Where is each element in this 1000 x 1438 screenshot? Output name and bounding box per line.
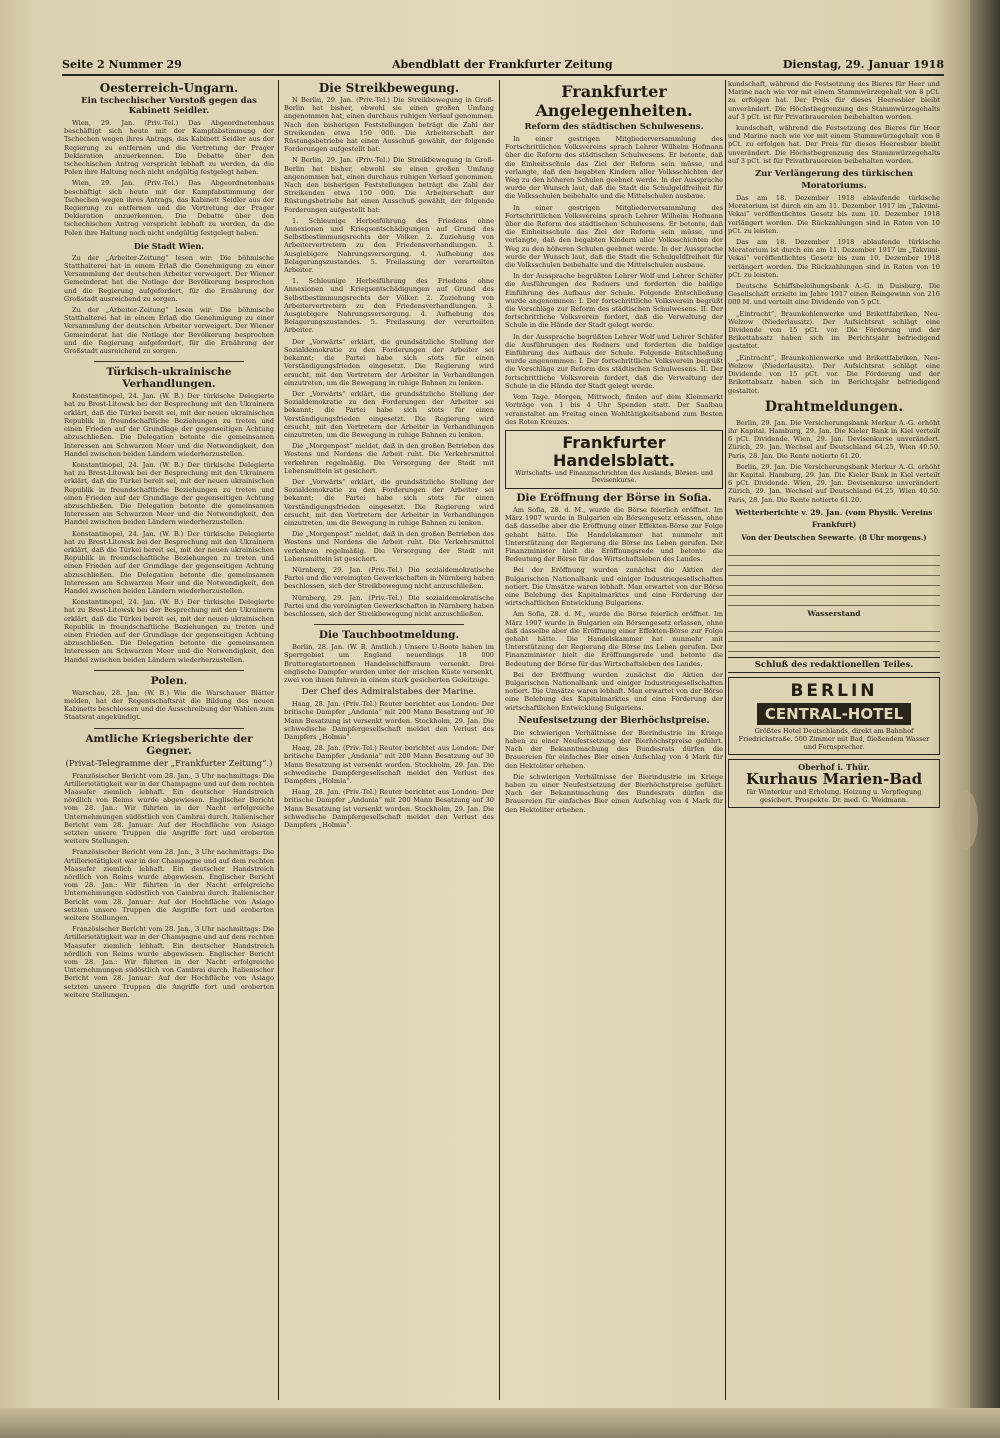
article-text: In der Aussprache begrüßten Lehrer Wolf und Lehrer Schäfer die Ausführungen des Redners und forderten die baldige Einführung des Aufbaus der Schule. Folgende Entschließung wurde angenommen: I. Der fortschrittliche Volksverein begrüßt die Vorschläge zur Reform des städtischen Schulwesens. II. Der fortschrittliche Volksverein fordert, daß die Verwaltung der Schule in die Hände der Stadt gelegt werde. [505, 272, 723, 330]
article-text: Haag, 28. Jan. (Priv.-Tel.) Reuter berichtet aus London: Der britische Dampfer „Andania“ mit 200 Mann Besatzung auf 30 Mann Besatzung ist versenkt worden. Stockholm, 29. Jan. Die schwedische Dampfergesellschaft meldet den Verlust des Dampfers „Holmia“. [284, 788, 494, 830]
header-newspaper-title: Abendblatt der Frankfurter Zeitung [392, 58, 613, 71]
article-heading-beer: Neufestsetzung der Bierhöchstpreise. [518, 715, 710, 726]
article-text: In einer gestrigen Mitgliederversammlung des Fortschrittlichen Volksvereins sprach Lehrer Wilhelm Hofmann über die Reform des städtischen Schulwesens. Er betonte, daß die Einheitsschule das Ziel der Reform sein müsse, und verlangte, daß den begabten Kindern aller Volksschichten der Weg zu den höheren Schulen geebnet werde. In der Aussprache wurde der Wunsch laut, daß die Stadt die Schulgeldfreiheit für die Volksschulen beibehalte und die Mittelschulen ausbaue. [505, 203, 723, 270]
article-text: Wien, 29. Jan. (Priv.-Tel.) Das Abgeordnetenhaus beschäftigt sich heute mit der Kampfabstimmung der Tschechen wegen ihres Antrags, das Kabinett Seidler aus der Regierung zu entfernen und die Vertretung der Prager Deklaration anzuerkennen. Die Debatte über den tschechischen Antrag verspricht lebhaft zu werden, da die Polen ihre Haltung noch nicht endgültig festgelegt haben. [64, 119, 274, 177]
article-heading-turkish: Türkisch-ukrainische Verhandlungen. [106, 366, 232, 391]
page-header [62, 58, 944, 72]
article-text: Nürnberg, 29. Jan. (Priv.-Tel.) Die sozialdemokratische Partei und die vereinigten Gewerkschaften in Nürnberg haben beschlossen, sich der Streikbewegung nicht anzuschließen. [284, 565, 494, 591]
article-text: Am Sofia, 28. d. M., wurde die Börse feierlich eröffnet. Im März 1907 wurde in Bulgarien ein Börsengesetz erlassen, ohne daß dasselbe aber die Eröffnung einer Effekten-Börse zur Folge gehabt hätte. Die Handelskammer hat nunmehr mit Unterstützung der Regierung die Börse ins Leben gerufen. Der Finanzminister hielt die Eröffnungsrede und betonte die Bedeutung der Börse für das Wirtschaftsleben des Landes. [505, 505, 723, 564]
article-text: kundschaft, während die Festsetzung des Bieres für Heer und Marine nach wie vor mit einem Stammwürzegehalt von 8 pCt. zu erfolgen hat. Der Preis für dieses Heeresbier bleibt unverändert. Die Höchstbegrenzung des Stammwürzegehalts auf 3 pCt. ist für Privatbrauereien beibehalten worden. [728, 80, 940, 121]
article-text: Das am 18. Dezember 1918 ablaufende türkische Moratorium ist durch ein am 11. Dezember 1917 im „Takvimi-Vekai“ veröffentlichtes Gesetz bis zum 10. Dezember 1918 verlängert worden. Die Rückzahlungen sind in Raten von 10 pCt. zu leisten. [728, 194, 940, 235]
article-text: Konstantinopel, 24. Jan. (W. B.) Der türkische Delegierte hat zu Brest-Litowsk bei der Besprechung mit den Ukrainern erklärt, daß die Türkei bereit sei, mit der neuen ukrainischen Republik in freundschaftliche Beziehungen zu treten und einen Frieden auf der Grundlage der gegenseitigen Achtung abzuschließen. Die Delegation betonte die gemeinsamen Interessen am Schwarzen Meer und die Notwendigkeit, den Handel zwischen beiden Ländern wiederherzustellen. [64, 460, 274, 527]
article-heading-poland: Polen. [150, 674, 188, 687]
article-heading-uboat: Die Tauchbootmeldung. [318, 629, 460, 642]
section-subtitle-handelsblatt: Wirtschafts- und Finanznachrichten des Auslands, Börsen- und Devisenkurse. [515, 469, 713, 485]
advertisement-kurhaus [728, 759, 940, 808]
article-divider [94, 361, 244, 362]
section-heading-vienna: Die Stadt Wien. [133, 240, 205, 251]
ad-kurhaus-text: für Winterkur und Erholung. Heizung u. Verpflegung gesichert. Prospekte. Dr. med. G. Weidmann. [746, 787, 922, 804]
paper-damage-spot [952, 790, 978, 850]
article-text: Das am 18. Dezember 1918 ablaufende türkische Moratorium ist durch ein am 11. Dezember 1917 im „Takvimi-Vekai“ veröffentlichtes Gesetz bis zum 10. Dezember 1918 verlängert worden. Die Rückzahlungen sind in Raten von 10 pCt. zu leisten. [728, 238, 940, 279]
article-heading-moratorium: Zur Verlängerung des türkischen Moratoriums. [754, 169, 914, 192]
article-text: Die „Morgenpost“ meldet, daß in den großen Betrieben des Westens und Nordens die Arbeit ruht. Die Verkehrsmittel verkehren regelmäßig. Die Versorgung der Stadt mit Lebensmitteln ist gesichert. [284, 530, 494, 563]
article-text: Der „Vorwärts“ erklärt, die grundsätzliche Stellung der Sozialdemokratie zu den Forderungen der Arbeiter sei bekannt; die Partei habe sich stets für einen Verständigungsfrieden eingesetzt. Die Regierung wird ersucht, mit den Vertretern der Arbeiter in Verhandlungen einzutreten, um die Bewegung in ruhige Bahnen zu lenken. [284, 477, 494, 527]
column-rule-1 [278, 80, 279, 1400]
column-rule-3 [725, 80, 726, 1400]
article-text: Französischer Bericht vom 28. Jan., 3 Uhr nachmittags: Die Artillerietätigkeit war in der Champagne und auf dem rechten Maasufer ziemlich lebhaft. Ein deutscher Handstreich nördlich von Reims wurde abgewiesen. Englischer Bericht vom 28. Jan.: Wir führten in der Nacht erfolgreiche Unternehmungen südöstlich von Cambrai durch. Italienischer Bericht vom 28. Januar: Auf der Hochfläche von Asiago setzten unsere Truppen die Angriffe fort und eroberten weitere Stellungen. [64, 771, 274, 846]
weather-seewarte-heading: Von der Deutschen Seewarte. (8 Uhr morgens.) [741, 532, 927, 542]
section-title-drahtmeldungen: Drahtmeldungen. [764, 398, 904, 415]
article-text: Berlin, 28. Jan. (W. B. Amtlich.) Unsere U-Boote haben im Sperrgebiet um England neuerdings 18 000 Bruttoregistertonnen Handelsschiffsraum versenkt. Drei englische Dampfer wurden unter der irischen Küste versenkt, zwei von ihnen fuhren in einem stark gesicherten Geleitzuge. [284, 643, 494, 684]
end-of-editorial-note: Schluß des redaktionellen Teiles. [728, 657, 940, 673]
article-text: N Berlin, 29. Jan. (Priv.-Tel.) Die Streikbewegung in Groß-Berlin hat bisher, obwohl sie einen großen Umfang angenommen hat, einen durchaus ruhigen Verlauf genommen. Nach den bisherigen Feststellungen beträgt die Zahl der Streikenden etwa 150 000. Die Arbeiterschaft der Rüstungsbetriebe hat einen Ausschuß gewählt, der folgende Forderungen aufgestellt hat: [284, 156, 494, 214]
ad-kurhaus-location: Oberhof i. Thür. [798, 761, 870, 772]
article-text: In einer gestrigen Mitgliederversammlung des Fortschrittlichen Volksvereins sprach Lehrer Wilhelm Hofmann über die Reform des städtischen Schulwesens. Er betonte, daß die Einheitsschule das Ziel der Reform sein müsse, und verlangte, daß den begabten Kindern aller Volksschichten der Weg zu den höheren Schulen geebnet werde. In der Aussprache wurde der Wunsch laut, daß die Stadt die Schulgeldfreiheit für die Volksschulen beibehalte und die Mittelschulen ausbaue. [505, 135, 723, 201]
article-text: Konstantinopel, 24. Jan. (W. B.) Der türkische Delegierte hat zu Brest-Litowsk bei der Besprechung mit den Ukrainern erklärt, daß die Türkei bereit sei, mit der neuen ukrainischen Republik in freundschaftliche Beziehungen zu treten und einen Frieden auf der Grundlage der gegenseitigen Achtung abzuschließen. Die Delegation betonte die gemeinsamen Interessen am Schwarzen Meer und die Notwendigkeit, den Handel zwischen beiden Ländern wiederherzustellen. [64, 598, 274, 664]
article-text: Haag, 28. Jan. (Priv.-Tel.) Reuter berichtet aus London: Der britische Dampfer „Andania“ mit 200 Mann Besatzung auf 30 Mann Besatzung ist versenkt worden. Stockholm, 29. Jan. Die schwedische Dampfergesellschaft meldet den Verlust des Dampfers „Holmia“. [284, 744, 494, 786]
article-text: Deutsche Schiffsbeleihungsbank A.-G. in Duisburg. Die Gesellschaft erzielte im Jahre 1917 einen Reingewinn von 216 000 M. und verteilt eine Dividende von 5 pCt. [728, 282, 940, 307]
article-divider [94, 670, 244, 671]
article-text: kundschaft, während die Festsetzung des Bieres für Heer und Marine nach wie vor mit einem Stammwürzegehalt von 8 pCt. zu erfolgen hat. Der Preis für dieses Heeresbier bleibt unverändert. Die Höchstbegrenzung des Stammwürzegehalts auf 3 pCt. ist für Privatbrauereien beibehalten worden. [728, 124, 940, 165]
article-text: „Eintracht“, Braunkohlenwerke und Brikettfabriken, Neu-Welzow (Niederlausitz). Der Aufsichtsrat schlägt eine Dividende von 15 pCt. vor. Die Förderung und der Brikettabsatz haben sich im Berichtsjahr befriedigend gestaltet. [728, 353, 940, 395]
article-heading-strike: Die Streikbewegung. [318, 81, 460, 95]
article-text: Zu der „Arbeiter-Zeitung“ lesen wir: Die böhmische Statthalterei hat in einem Erlaß die Genehmigung zu einer Versammlung der deutschen Arbeiter verweigert. Der Wiener Gemeinderat hat die Notlage der Bevölkerung besprochen und die Regierung aufgefordert, für die Ernährung der Großstadt ausreichend zu sorgen. [64, 253, 274, 303]
ad-kurhaus-name: Kurhaus Marien-Bad [745, 769, 923, 788]
header-page-number: Seite 2 Nummer 29 [62, 58, 182, 71]
article-text: N Berlin, 29. Jan. (Priv.-Tel.) Die Streikbewegung in Groß-Berlin hat bisher, obwohl sie einen großen Umfang angenommen hat, einen durchaus ruhigen Verlauf genommen. Nach den bisherigen Feststellungen beträgt die Zahl der Streikenden etwa 150 000. Die Arbeiterschaft der Rüstungsbetriebe hat einen Ausschuß gewählt, der folgende Forderungen aufgestellt hat: [284, 96, 494, 154]
article-text: Vom Tage. Morgen, Mittwoch, finden auf dem Kleinmarkt Vorträge von 1 bis 4 Uhr Spenden statt. Der Saalbau veranstaltet am Freitag einen Wohltätigkeitsabend zum Besten des Roten Kreuzes. [505, 393, 723, 426]
section-title-frankfurt: Frankfurter Angelegenheiten. [535, 82, 693, 120]
column-2 [284, 80, 494, 1400]
signature-admiralty: Der Chef des Admiralstabes der Marine. [301, 687, 477, 698]
article-subheading-czech: Ein tschechischer Vorstoß gegen das Kabinett Seidler. [81, 96, 257, 116]
article-text: Am Sofia, 28. d. M., wurde die Börse feierlich eröffnet. Im März 1907 wurde in Bulgarien ein Börsengesetz erlassen, ohne daß dasselbe aber die Eröffnung einer Effekten-Börse zur Folge gehabt hätte. Die Handelskammer hat nunmehr mit Unterstützung der Regierung die Börse ins Leben gerufen. Der Finanzminister hielt die Eröffnungsrede und betonte die Bedeutung der Börse für das Wirtschaftsleben des Landes. [505, 610, 723, 668]
article-text: Berlin, 29. Jan. Die Versicherungsbank Merkur A.-G. erhöht ihr Kapital. Hamburg, 29. Jan. Die Kieler Bank in Kiel verteilt 6 pCt. Dividende. Wien, 29. Jan. Devisenkurse unverändert. Zürich, 29. Jan. Wechsel auf Deutschland 64.25, Wien 40.50. Paris, 28. Jan. Die Rente notierte 61.20. [728, 462, 940, 504]
page-edge-shadow [970, 0, 1000, 1438]
article-text: 1. Schleunige Herbeiführung des Friedens ohne Annexionen und Kriegsentschädigungen auf Grund des Selbstbestimmungsrechts der Völker. 2. Zuziehung von Arbeitervertretern zu den Friedensverhandlungen. 3. Ausgiebigere Nahrungsversorgung. 4. Aufhebung des Belagerungszustandes. 5. Freilassung der verurteilten Arbeiter. [284, 216, 494, 275]
article-heading-sofia: Die Eröffnung der Börse in Sofia. [516, 491, 712, 504]
article-text: Konstantinopel, 24. Jan. (W. B.) Der türkische Delegierte hat zu Brest-Litowsk bei der Besprechung mit den Ukrainern erklärt, daß die Türkei bereit sei, mit der neuen ukrainischen Republik in freundschaftliche Beziehungen zu treten und einen Frieden auf der Grundlage der gegenseitigen Achtung abzuschließen. Die Delegation betonte die gemeinsamen Interessen am Schwarzen Meer und die Notwendigkeit, den Handel zwischen beiden Ländern wiederherzustellen. [64, 529, 274, 595]
article-text: Französischer Bericht vom 28. Jan., 3 Uhr nachmittags: Die Artillerietätigkeit war in der Champagne und auf dem rechten Maasufer ziemlich lebhaft. Ein deutscher Handstreich nördlich von Reims wurde abgewiesen. Englischer Bericht vom 28. Jan.: Wir führten in der Nacht erfolgreiche Unternehmungen südöstlich von Cambrai durch. Italienischer Bericht vom 28. Januar: Auf der Hochfläche von Asiago setzten unsere Truppen die Angriffe fort und eroberten weitere Stellungen. [64, 848, 274, 923]
ad-hotel-text: Größtes Hotel Deutschlands, direkt am Bahnhof Friedrichstraße. 500 Zimmer mit Bad, fließendem Wasser und Fernsprecher. [738, 726, 930, 751]
ad-city-name: BERLIN [790, 680, 878, 701]
section-title-handelsblatt: Frankfurter Handelsblatt. [553, 432, 675, 470]
water-level-heading: Wasserstand [807, 608, 861, 618]
article-text: Der „Vorwärts“ erklärt, die grundsätzliche Stellung der Sozialdemokratie zu den Forderungen der Arbeiter sei bekannt; die Partei habe sich stets für einen Verständigungsfrieden eingesetzt. Die Regierung wird ersucht, mit den Vertretern der Arbeiter in Verhandlungen einzutreten, um die Bewegung in ruhige Bahnen zu lenken. [284, 389, 494, 439]
article-text: Wien, 29. Jan. (Priv.-Tel.) Das Abgeordnetenhaus beschäftigt sich heute mit der Kampfabstimmung der Tschechen wegen ihres Antrags, das Kabinett Seidler aus der Regierung zu entfernen und die Vertretung der Prager Deklaration anzuerkennen. Die Debatte über den tschechischen Antrag verspricht lebhaft zu werden, da die Polen ihre Haltung noch nicht endgültig festgelegt haben. [64, 179, 274, 237]
article-subheading-schools: Reform des städtischen Schulwesens. [524, 122, 704, 132]
weather-table [728, 546, 940, 606]
advertisement-central-hotel [728, 677, 940, 755]
article-text: Zu der „Arbeiter-Zeitung“ lesen wir: Die böhmische Statthalterei hat in einem Erlaß die Genehmigung zu einer Versammlung der deutschen Arbeiter verweigert. Der Wiener Gemeinderat hat die Notlage der Bevölkerung besprochen und die Regierung aufgefordert, für die Ernährung der Großstadt ausreichend zu sorgen. [64, 306, 274, 356]
article-heading-war-reports: Amtliche Kriegsberichte der Gegner. [85, 732, 253, 757]
header-date: Dienstag, 29. Januar 1918 [782, 58, 944, 71]
article-text: Konstantinopel, 24. Jan. (W. B.) Der türkische Delegierte hat zu Brest-Litowsk bei der Besprechung mit den Ukrainern erklärt, daß die Türkei bereit sei, mit der neuen ukrainischen Republik in freundschaftliche Beziehungen zu treten und einen Frieden auf der Grundlage der gegenseitigen Achtung abzuschließen. Die Delegation betonte die gemeinsamen Interessen am Schwarzen Meer und die Notwendigkeit, den Handel zwischen beiden Ländern wiederherzustellen. [64, 392, 274, 458]
article-text: Bei der Eröffnung wurden zunächst die Aktien der Bulgarischen Nationalbank und einiger Industriegesellschaften notiert. Die Umsätze waren lebhaft. Man erwartet von der Börse eine Belebung des Kapitalmarktes und eine Förderung der wirtschaftlichen Entwicklung Bulgariens. [505, 566, 723, 608]
article-subheading-telegrams: (Privat-Telegramme der „Frankfurter Zeitung“.) [65, 758, 273, 769]
column-rule-2 [499, 80, 500, 1400]
article-text: „Eintracht“, Braunkohlenwerke und Brikettfabriken, Neu-Welzow (Niederlausitz). Der Aufsichtsrat schlägt eine Dividende von 15 pCt. vor. Die Förderung und der Brikettabsatz haben sich im Berichtsjahr befriedigend gestaltet. [728, 309, 940, 351]
article-text: Die schwierigen Verhältnisse der Bierindustrie im Kriege haben zu einer Neufestsetzung der Bierhöchstpreise geführt. Nach der Bekanntmachung des Bundesrats dürfen die Brauereien für einfaches Bier einen Aufschlag von 4 Mark für den Hektoliter erheben. [505, 728, 723, 770]
article-text: Haag, 28. Jan. (Priv.-Tel.) Reuter berichtet aus London: Der britische Dampfer „Andania“ mit 200 Mann Besatzung auf 30 Mann Besatzung ist versenkt worden. Stockholm, 29. Jan. Die schwedische Dampfergesellschaft meldet den Verlust des Dampfers „Holmia“. [284, 700, 494, 742]
article-text: Berlin, 29. Jan. Die Versicherungsbank Merkur A.-G. erhöht ihr Kapital. Hamburg, 29. Jan. Die Kieler Bank in Kiel verteilt 6 pCt. Dividende. Wien, 29. Jan. Devisenkurse unverändert. Zürich, 29. Jan. Wechsel auf Deutschland 64.25, Wien 40.50. Paris, 28. Jan. Die Rente notierte 61.20. [728, 418, 940, 460]
article-heading-austria: Oesterreich-Ungarn. [99, 81, 239, 95]
header-rule [62, 74, 944, 76]
article-text: 1. Schleunige Herbeiführung des Friedens ohne Annexionen und Kriegsentschädigungen auf Grund des Selbstbestimmungsrechts der Völker. 2. Zuziehung von Arbeitervertretern zu den Friedensverhandlungen. 3. Ausgiebigere Nahrungsversorgung. 4. Aufhebung des Belagerungszustandes. 5. Freilassung der verurteilten Arbeiter. [284, 277, 494, 335]
article-text: In der Aussprache begrüßten Lehrer Wolf und Lehrer Schäfer die Ausführungen des Redners und forderten die baldige Einführung des Aufbaus der Schule. Folgende Entschließung wurde angenommen: I. Der fortschrittliche Volksverein begrüßt die Vorschläge zur Reform des städtischen Schulwesens. II. Der fortschrittliche Volksverein fordert, daß die Verwaltung der Schule in die Hände der Stadt gelegt werde. [505, 332, 723, 390]
page-bottom-edge [0, 1408, 1000, 1438]
article-text: Die „Morgenpost“ meldet, daß in den großen Betrieben des Westens und Nordens die Arbeit ruht. Die Verkehrsmittel verkehren regelmäßig. Die Versorgung der Stadt mit Lebensmitteln ist gesichert. [284, 442, 494, 475]
column-4 [728, 80, 940, 1400]
article-divider [314, 624, 464, 625]
weather-report-heading: Wetterberichte v. 29. Jan. (vom Physik. Vereins Frankfurt) [735, 507, 933, 529]
column-3 [505, 80, 723, 1400]
water-level-table [728, 622, 940, 652]
article-text: Bei der Eröffnung wurden zunächst die Aktien der Bulgarischen Nationalbank und einiger Industriegesellschaften notiert. Die Umsätze waren lebhaft. Man erwartet von der Börse eine Belebung des Kapitalmarktes und eine Förderung der wirtschaftlichen Entwicklung Bulgariens. [505, 670, 723, 712]
section-box-handelsblatt [505, 430, 723, 489]
article-divider [94, 728, 244, 729]
article-text: Französischer Bericht vom 28. Jan., 3 Uhr nachmittags: Die Artillerietätigkeit war in der Champagne und auf dem rechten Maasufer ziemlich lebhaft. Ein deutscher Handstreich nördlich von Reims wurde abgewiesen. Englischer Bericht vom 28. Jan.: Wir führten in der Nacht erfolgreiche Unternehmungen südöstlich von Cambrai durch. Italienischer Bericht vom 28. Januar: Auf der Hochfläche von Asiago setzten unsere Truppen die Angriffe fort und eroberten weitere Stellungen. [64, 925, 274, 999]
article-text: Nürnberg, 29. Jan. (Priv.-Tel.) Die sozialdemokratische Partei und die vereinigten Gewerkschaften in Nürnberg haben beschlossen, sich der Streikbewegung nicht anzuschließen. [284, 593, 494, 618]
article-text: Warschau, 28. Jan. (W. B.) Wie die Warschauer Blätter melden, hat der Regentschaftsrat die Bildung des neuen Kabinetts beschlossen und die Ausschreibung der Wahlen zum Staatsrat angekündigt. [64, 688, 274, 722]
article-text: Der „Vorwärts“ erklärt, die grundsätzliche Stellung der Sozialdemokratie zu den Forderungen der Arbeiter sei bekannt; die Partei habe sich stets für einen Verständigungsfrieden eingesetzt. Die Regierung wird ersucht, mit den Vertretern der Arbeiter in Verhandlungen einzutreten, um die Bewegung in ruhige Bahnen zu lenken. [284, 337, 494, 387]
article-text: Die schwierigen Verhältnisse der Bierindustrie im Kriege haben zu einer Neufestsetzung der Bierhöchstpreise geführt. Nach der Bekanntmachung des Bundesrats dürfen die Brauereien für einfaches Bier einen Aufschlag von 4 Mark für den Hektoliter erheben. [505, 772, 723, 814]
ad-hotel-name: CENTRAL-HOTEL [757, 703, 911, 725]
column-1 [64, 80, 274, 1400]
